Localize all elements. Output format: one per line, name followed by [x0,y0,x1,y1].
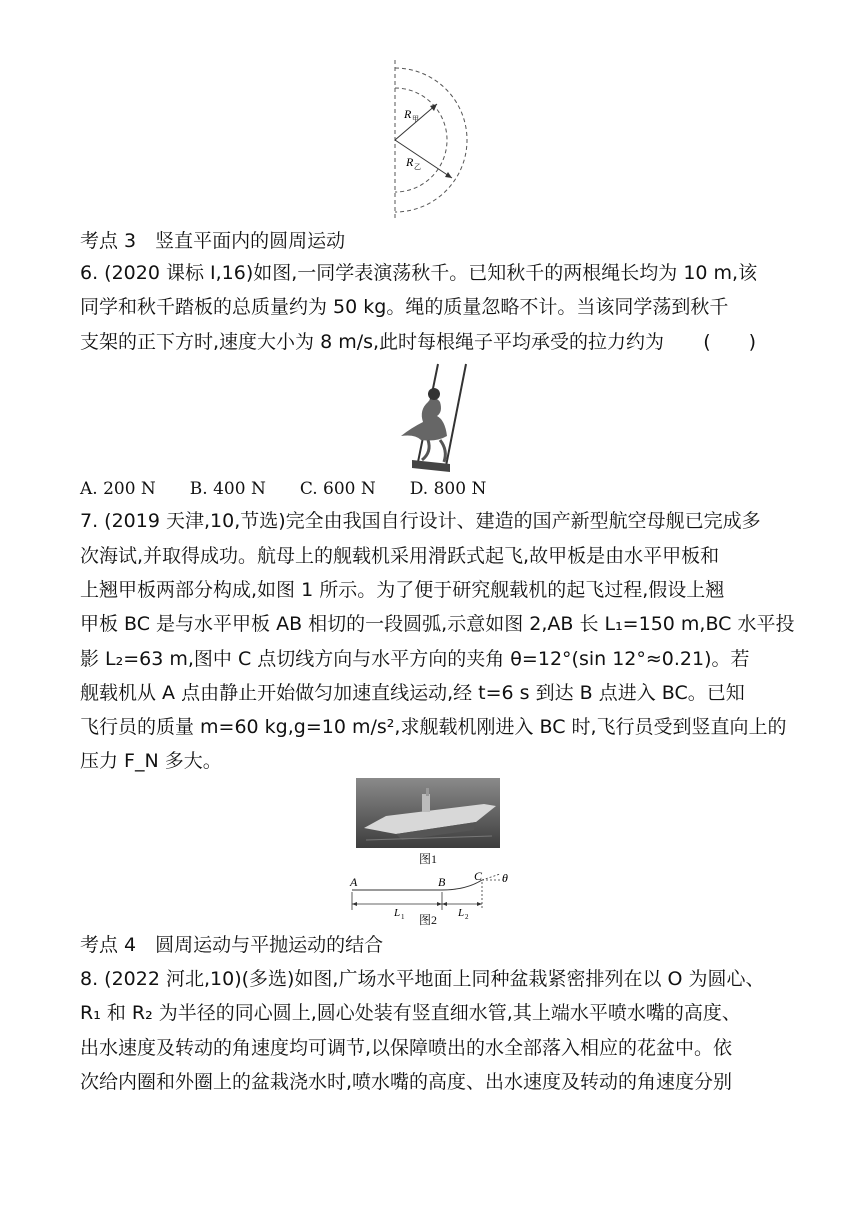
q7-line6: 舰载机从 A 点由静止开始做匀加速直线运动,经 t=6 s 到达 B 点进入 BC。已知 [80,682,745,704]
theta-label: θ [502,871,508,885]
carrier-photo [356,778,500,848]
radius-figure [380,60,480,220]
q6-line2: 同学和秋千踏板的总质量约为 50 kg。绳的质量忽略不计。当该同学荡到秋千 [80,296,729,318]
l2-sub: 2 [465,913,469,921]
point-a-label: A [350,875,358,889]
l1-sub: 1 [401,913,405,921]
q7-line4: 甲板 BC 是与水平甲板 AB 相切的一段圆弧,示意如图 2,AB 长 L₁=150 m,BC 水平投 [80,613,795,635]
section-3-title: 考点 3 竖直平面内的圆周运动 [80,230,346,252]
q7-line3: 上翘甲板两部分构成,如图 1 所示。为了便于研究舰载机的起飞过程,假设上翘 [80,579,725,601]
q7-line2: 次海试,并取得成功。航母上的舰载机采用滑跃式起飞,故甲板是由水平甲板和 [80,545,720,567]
q7-line7: 飞行员的质量 m=60 kg,g=10 m/s²,求舰载机刚进入 BC 时,飞行员受到竖直向上的 [80,716,787,738]
q7-line5: 影 L₂=63 m,图中 C 点切线方向与水平方向的夹角 θ=12°(sin 12°≈0.21)。若 [80,648,750,670]
q6-options: A. 200 N B. 400 N C. 600 N D. 800 N [80,479,487,499]
section-4-title: 考点 4 圆周运动与平抛运动的结合 [80,934,384,956]
point-c-label: C [474,869,483,883]
q8-line1: 8. (2022 河北,10)(多选)如图,广场水平地面上同种盆栽紧密排列在以 O 为圆心、 [80,968,765,990]
label-r-jia: R [404,107,412,121]
q8-line2: R₁ 和 R₂ 为半径的同心圆上,圆心处装有竖直细水管,其上端水平喷水嘴的高度、 [80,1002,741,1024]
swing-figure [388,362,468,474]
l1-label: L [394,907,401,919]
answer-bracket: ( ) [703,331,757,353]
q6-line3: 支架的正下方时,速度大小为 8 m/s,此时每根绳子平均承受的拉力约为 [80,331,665,353]
label-r-jia-sub: 甲 [412,115,419,123]
q6-line3-row [80,327,756,357]
q8-line3: 出水速度及转动的角速度均可调节,以保障喷出的水全部落入相应的花盆中。依 [80,1037,733,1059]
q7-line1: 7. (2019 天津,10,节选)完全由我国自行设计、建造的国产新型航空母舰已完成多 [80,510,761,532]
point-b-label: B [438,875,446,889]
q6-line1: 6. (2020 课标 Ⅰ,16)如图,一同学表演荡秋千。已知秋千的两根绳长均为 10 m,该 [80,262,758,284]
fig2-caption: 图2 [419,913,438,927]
label-r-yi: R [406,155,414,169]
q7-line8: 压力 F_N 多大。 [80,750,222,772]
label-r-yi-sub: 乙 [414,163,421,171]
q8-line4: 次给内圈和外圈上的盆栽浇水时,喷水嘴的高度、出水速度及转动的角速度分别 [80,1071,733,1093]
fig1-caption: 图1 [419,852,438,866]
l2-label: L [458,907,465,919]
